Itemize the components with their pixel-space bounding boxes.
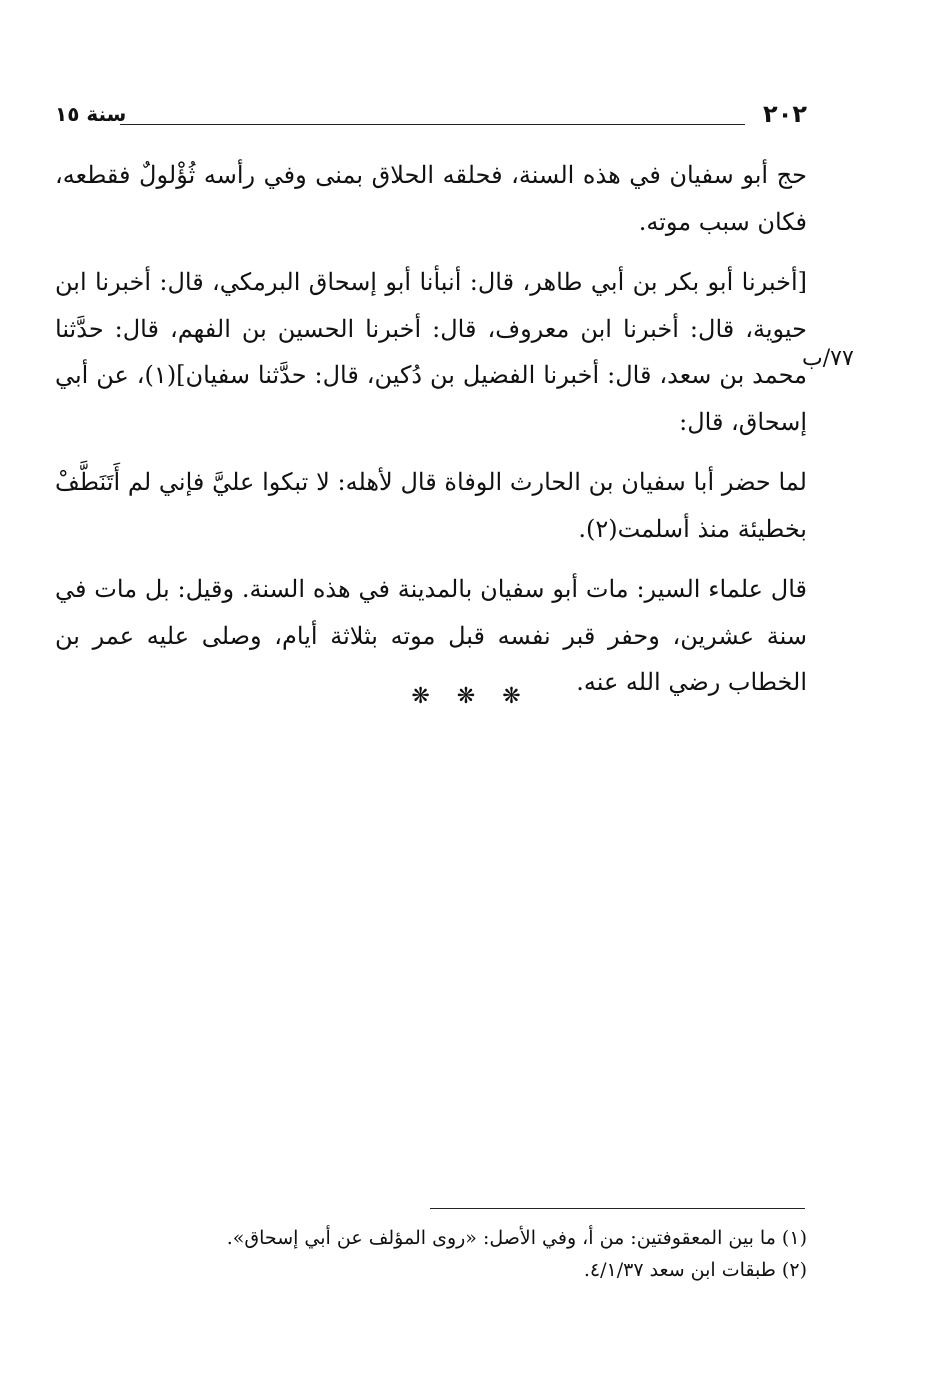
main-text (55, 152, 807, 720)
paragraph-3: لما حضر أبا سفيان بن الحارث الوفاة قال لأهله: لا تبكوا عليَّ فإني لم أَتَنَطَّفْ بخطيئة منذ أسلمت(٢). (55, 468, 807, 543)
footnote-rule (430, 1208, 805, 1209)
paragraph-1: حج أبو سفيان في هذه السنة، فحلقه الحلاق بمنى وفي رأسه ثُؤْلولٌ فقطعه، فكان سبب موته. (55, 161, 807, 236)
running-title: سنة ١٥ (55, 102, 127, 126)
page-number: ٢٠٢ (763, 100, 807, 128)
manuscript-folio-note: ٧٧/ب (802, 346, 854, 371)
footnote-2: (٢) طبقات ابن سعد ٤/١/٣٧. (583, 1259, 807, 1281)
paragraph-2: [أخبرنا أبو بكر بن أبي طاهر، قال: أنبأنا أبو إسحاق البرمكي، قال: أخبرنا ابن حيوية، قال: أخبرنا ابن معروف، قال: أخبرنا الحسين بن الفهم، قال: حدَّثنا محمد بن سعد، قال: أخبرنا الفضيل بن دُكين، قال: حدَّثنا سفيان](١)، عن أبي إسحاق، قال: (55, 268, 808, 436)
section-separator: ❋ ❋ ❋ (411, 684, 531, 709)
paragraph-4: قال علماء السير: مات أبو سفيان بالمدينة في هذه السنة. وقيل: بل مات في سنة عشرين، وحفر قبر نفسه قبل موته بثلاثة أيام، وصلى عليه عمر بن الخطاب رضي الله عنه. (55, 575, 807, 696)
page-header (55, 100, 807, 140)
footnotes (55, 1222, 807, 1286)
header-rule (120, 124, 745, 125)
footnote-1: (١) ما بين المعقوفتين: من أ، وفي الأصل: «روى المؤلف عن أبي إسحاق». (226, 1227, 807, 1249)
